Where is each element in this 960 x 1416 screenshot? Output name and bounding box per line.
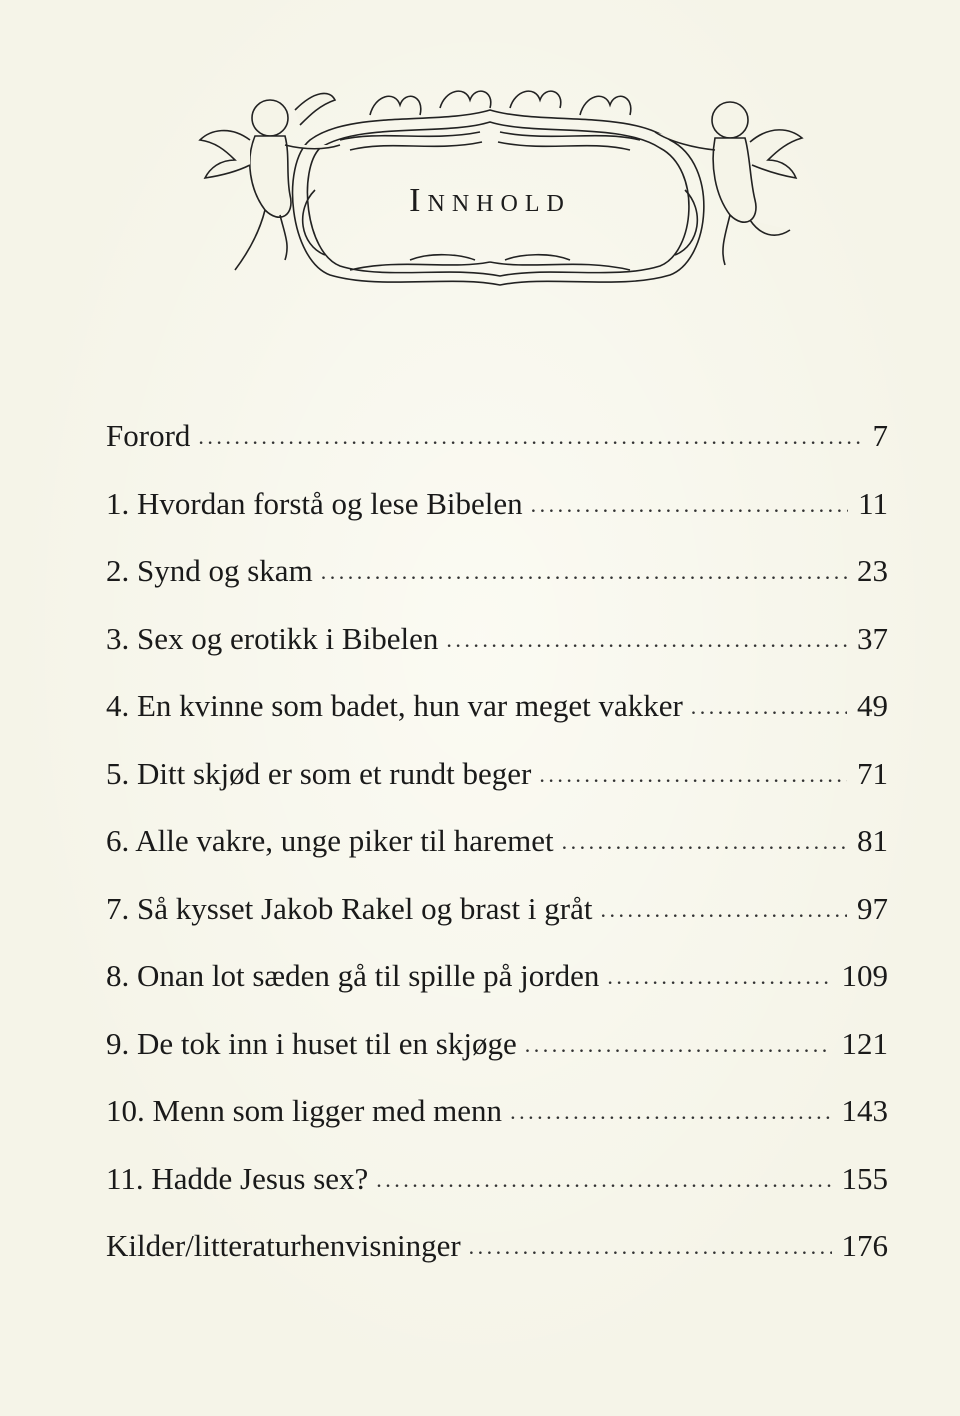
- toc-entry-title: 1. Hvordan forstå og lese Bibelen: [106, 485, 523, 521]
- page-title: Innhold: [409, 182, 571, 219]
- toc-entry-title: Forord: [106, 418, 191, 453]
- toc-entry-title: 3. Sex og erotikk i Bibelen: [106, 620, 439, 656]
- toc-entry-title: 7. Så kysset Jakob Rakel og brast i gråt: [106, 890, 593, 926]
- toc-entry-page-number: 155: [841, 1160, 888, 1196]
- toc-dot-leader: [600, 899, 847, 921]
- toc-dot-leader: [607, 966, 831, 988]
- toc-entry: [106, 690, 888, 758]
- toc-dot-leader: [469, 1236, 832, 1258]
- toc-entry-title: 2. Synd og skam: [106, 553, 313, 588]
- toc-dot-leader: [321, 561, 847, 583]
- toc-entry-page-number: 97: [857, 890, 888, 926]
- toc-entry: [106, 755, 888, 826]
- toc-entry-page-number: 121: [841, 1025, 888, 1061]
- toc-entry-title: 9. De tok inn i huset til en skjøge: [106, 1025, 517, 1061]
- toc-entry: [106, 620, 888, 691]
- toc-entry-page-number: 7: [872, 418, 888, 453]
- toc-entry: [106, 485, 888, 556]
- toc-entry: [106, 890, 888, 961]
- toc-entry-title: Kilder/litteraturhenvisninger: [106, 1228, 461, 1263]
- toc-dot-leader: [446, 629, 847, 651]
- toc-entry: [106, 1025, 888, 1096]
- toc-entry-title: 11. Hadde Jesus sex?: [106, 1160, 369, 1196]
- toc-entry-title: 5. Ditt skjød er som et rundt beger: [106, 755, 532, 791]
- toc-entry: [106, 555, 888, 623]
- toc-dot-leader: [539, 764, 847, 786]
- toc-entry-title: 4. En kvinne som badet, hun var meget vakker: [106, 688, 683, 723]
- toc-entry-page-number: 71: [857, 755, 888, 791]
- toc-entry-page-number: 11: [858, 485, 888, 521]
- toc-dot-leader: [691, 696, 847, 718]
- table-of-contents: [106, 420, 888, 1298]
- toc-dot-leader: [562, 831, 847, 853]
- toc-dot-leader: [525, 1034, 832, 1056]
- toc-entry-page-number: 23: [857, 553, 888, 588]
- toc-entry-title: 8. Onan lot sæden gå til spille på jorden: [106, 958, 600, 993]
- toc-entry-page-number: 49: [857, 688, 888, 723]
- toc-dot-leader: [531, 494, 848, 516]
- toc-entry-page-number: 143: [841, 1093, 888, 1128]
- toc-entry: [106, 1160, 888, 1231]
- toc-entry-title: 10. Menn som ligger med menn: [106, 1093, 503, 1128]
- toc-entry: [106, 960, 888, 1028]
- toc-entry: [106, 1095, 888, 1163]
- toc-entry: [106, 420, 888, 488]
- toc-dot-leader: [198, 426, 862, 448]
- toc-entry-page-number: 176: [841, 1228, 888, 1263]
- toc-entry-title: 6. Alle vakre, unge piker til haremet: [106, 823, 554, 858]
- toc-dot-leader: [510, 1101, 831, 1123]
- toc-entry-page-number: 109: [841, 958, 888, 993]
- toc-entry: [106, 1230, 888, 1298]
- toc-entry: [106, 825, 888, 893]
- toc-entry-page-number: 81: [857, 823, 888, 858]
- toc-dot-leader: [376, 1169, 831, 1191]
- toc-entry-page-number: 37: [857, 620, 888, 656]
